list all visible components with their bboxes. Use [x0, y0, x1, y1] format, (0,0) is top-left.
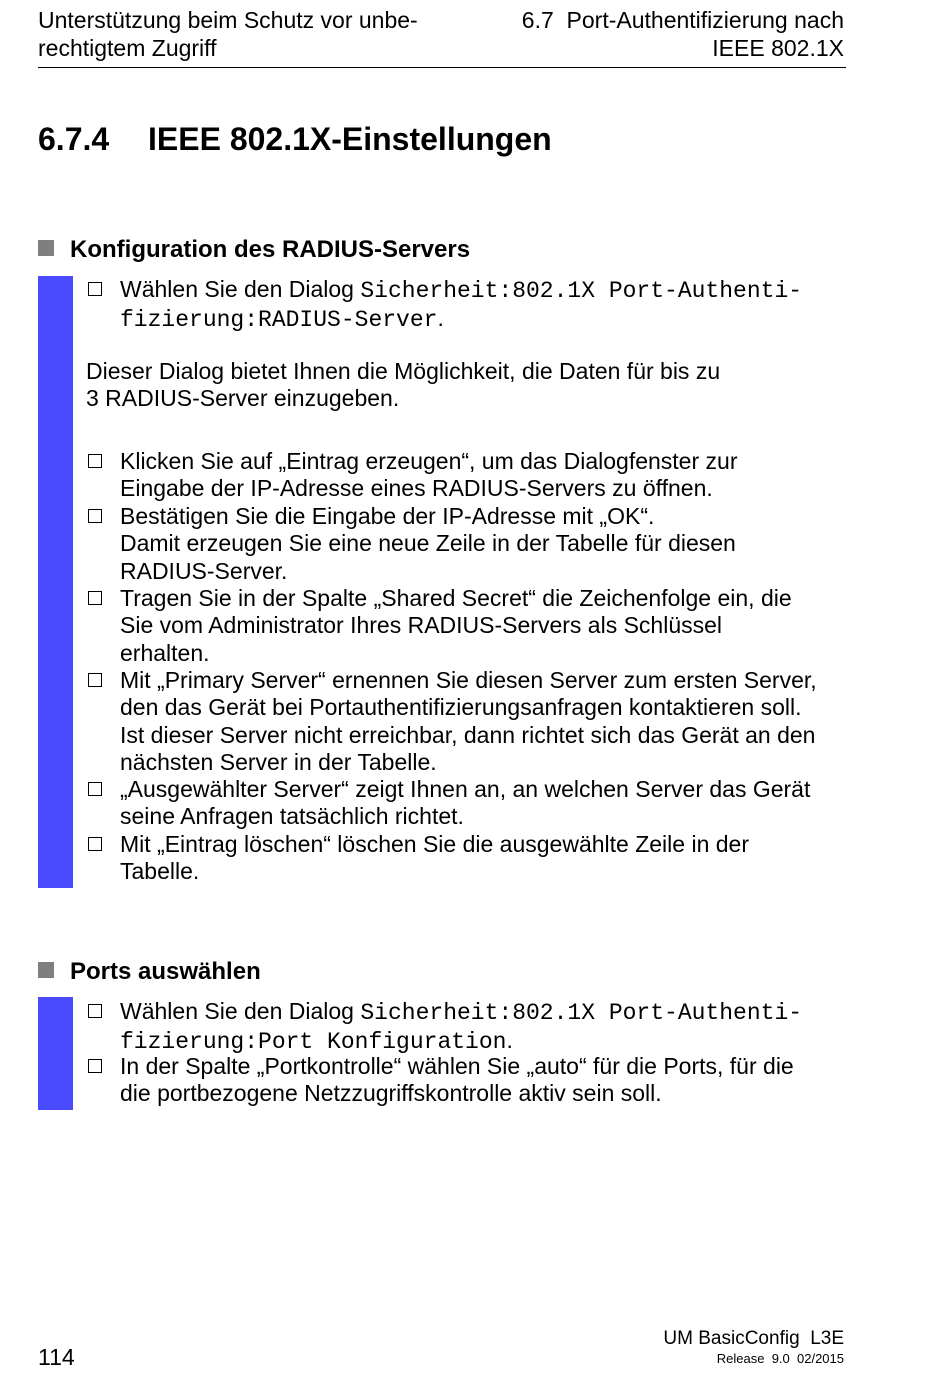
step-line: Bestätigen Sie die Eingabe der IP-Adresse mit „OK“. [120, 503, 655, 529]
paragraph-line: 3 RADIUS-Server einzugeben. [86, 385, 400, 412]
section-title: Ports auswählen [70, 958, 261, 985]
checkbox-square-icon [88, 1059, 102, 1073]
dialog-path: fizierung:Port Konfiguration [120, 1029, 507, 1056]
header-right-line2: IEEE 802.1X [712, 35, 844, 61]
section-heading-radius [38, 236, 470, 264]
instruction-step [86, 585, 846, 667]
instruction-step [86, 998, 846, 1057]
chapter-title: IEEE 802.1X-Einstellungen [148, 121, 552, 157]
step-text: Wählen Sie den Dialog [120, 276, 361, 302]
page-number: 114 [38, 1344, 75, 1370]
step-line: Sie vom Administrator Ihres RADIUS-Servers als Schlüssel [120, 612, 723, 639]
section-title: Konfiguration des RADIUS-Servers [70, 236, 471, 263]
step-line: In der Spalte „Portkontrolle“ wählen Sie „auto“ für die Ports, für die [120, 1053, 794, 1079]
instruction-step [86, 503, 846, 585]
instruction-step [86, 667, 846, 776]
checkbox-square-icon [88, 509, 102, 523]
checkbox-square-icon [88, 673, 102, 687]
checkbox-square-icon [88, 282, 102, 296]
step-line: die portbezogene Netzzugriffskontrolle aktiv sein soll. [120, 1080, 662, 1107]
instruction-step [86, 831, 846, 886]
step-line: seine Anfragen tatsächlich richtet. [120, 803, 464, 830]
header-right-line1: 6.7 Port-Authentifizierung nach [521, 7, 844, 33]
step-line: Mit „Primary Server“ ernennen Sie diesen Server zum ersten Server, [120, 667, 817, 693]
running-header-left [38, 6, 458, 62]
step-text: . [437, 305, 444, 332]
step-line: Tragen Sie in der Spalte „Shared Secret“ die Zeichenfolge ein, die [120, 585, 792, 611]
section-square-icon [38, 240, 54, 256]
dialog-path: Sicherheit:802.1X Port-Authenti- [360, 1000, 803, 1026]
chapter-heading [38, 121, 552, 158]
step-line: RADIUS-Server. [120, 557, 288, 584]
body-paragraph [86, 358, 846, 413]
footer-doc-title: UM BasicConfig L3E [663, 1328, 844, 1349]
dialog-path: fizierung:RADIUS-Server [120, 307, 438, 334]
section-heading-ports [38, 958, 261, 986]
step-line: erhalten. [120, 639, 210, 666]
step-line: Klicken Sie auf „Eintrag erzeugen“, um das Dialogfenster zur [120, 448, 738, 474]
step-line: Tabelle. [120, 858, 200, 885]
chapter-number: 6.7.4 [38, 121, 110, 157]
paragraph-line: Dieser Dialog bietet Ihnen die Möglichkeit, die Daten für bis zu [86, 358, 721, 384]
step-line: nächsten Server in der Tabelle. [120, 748, 437, 775]
step-line: Eingabe der IP-Adresse eines RADIUS-Servers zu öffnen. [120, 475, 713, 502]
checkbox-square-icon [88, 1004, 102, 1018]
step-line: Damit erzeugen Sie eine neue Zeile in der Tabelle für diesen [120, 530, 736, 557]
step-line: den das Gerät bei Portauthentifizierungsanfragen kontaktieren soll. [120, 694, 802, 721]
instruction-margin-bar [38, 997, 73, 1110]
instruction-step [86, 1053, 846, 1108]
instruction-step [86, 448, 846, 503]
step-line: Mit „Eintrag löschen“ löschen Sie die ausgewählte Zeile in der [120, 831, 749, 857]
instruction-step [86, 776, 846, 831]
footer-release: Release 9.0 02/2015 [716, 1351, 844, 1366]
step-text: Wählen Sie den Dialog [120, 998, 361, 1024]
section-square-icon [38, 962, 54, 978]
step-line: Ist dieser Server nicht erreichbar, dann richtet sich das Gerät an den [120, 721, 816, 748]
step-text: . [506, 1027, 513, 1054]
checkbox-square-icon [88, 782, 102, 796]
header-left-line2: rechtigtem Zugriff [38, 35, 217, 61]
instruction-margin-bar [38, 276, 73, 888]
checkbox-square-icon [88, 837, 102, 851]
header-left-line1: Unterstützung beim Schutz vor unbe- [38, 7, 418, 33]
step-line: „Ausgewählter Server“ zeigt Ihnen an, an welchen Server das Gerät [120, 776, 811, 802]
checkbox-square-icon [88, 591, 102, 605]
dialog-path: Sicherheit:802.1X Port-Authenti- [360, 278, 803, 304]
instruction-step [86, 276, 846, 335]
header-rule [38, 67, 846, 68]
running-header-right [444, 6, 844, 62]
checkbox-square-icon [88, 454, 102, 468]
